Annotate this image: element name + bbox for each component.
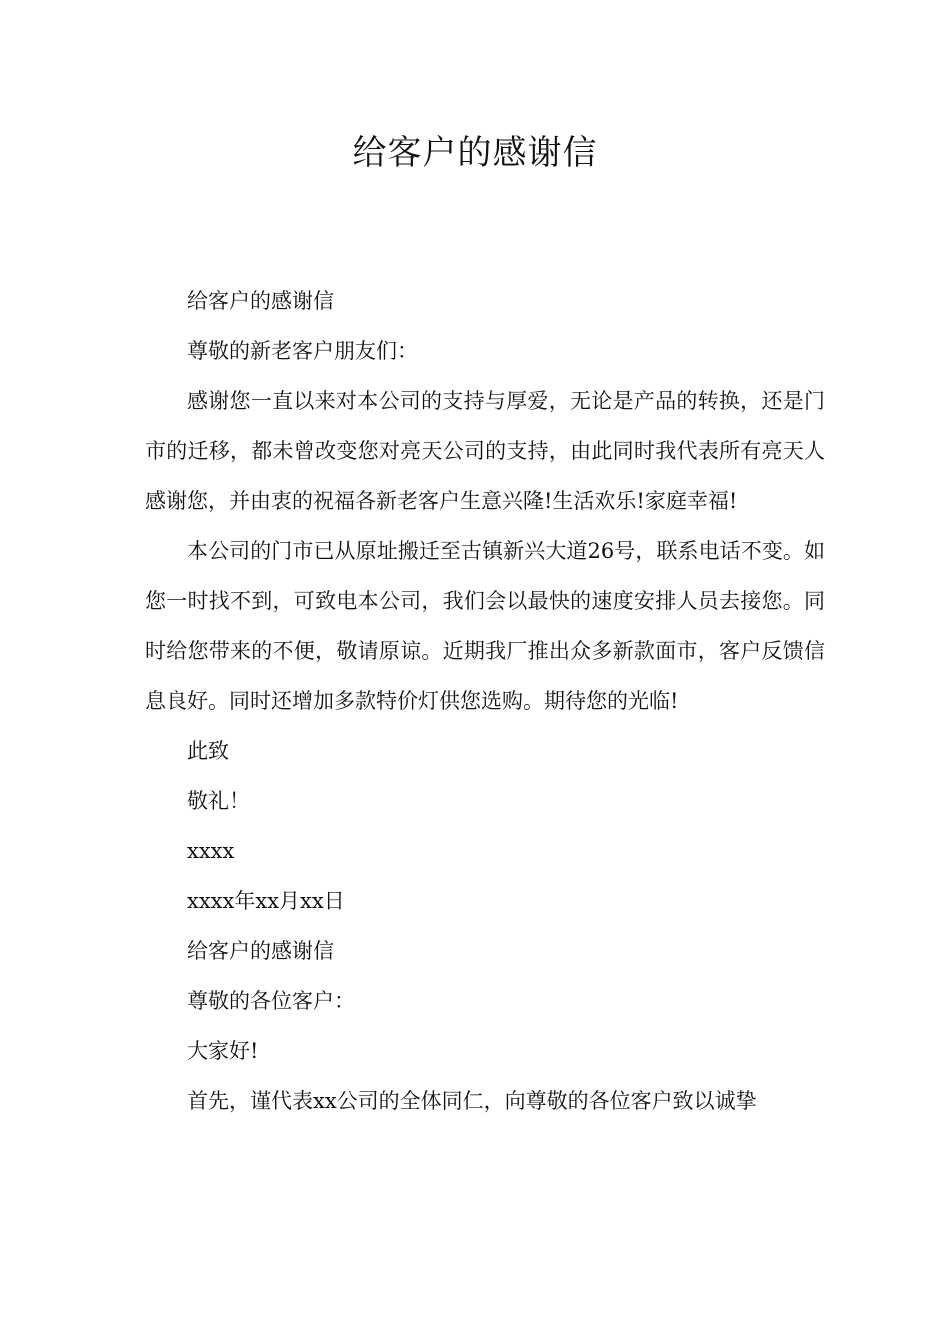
- paragraph-regards: 敬礼！: [187, 789, 250, 813]
- page-title: 给客户的感谢信: [352, 133, 598, 173]
- paragraph-intro: 首先，谨代表xx公司的全体同仁，向尊敬的各位客户致以诚挚: [187, 1089, 757, 1113]
- paragraph-date: xxxx年xx月xx日: [187, 889, 345, 913]
- paragraph-relocation: 本公司的门市已从原址搬迁至古镇新兴大道26号，联系电话不变。如您一时找不到，可致电本公司，我们会以最快的速度安排人员去接您。同时给您带来的不便，敬请原谅。近期我厂推出众多新款面市，客户反馈信息良好。同时还增加多款特价灯供您选购。期待您的光临!: [145, 539, 825, 713]
- paragraph-signature: xxxx: [187, 839, 235, 863]
- paragraph-greeting: 大家好!: [187, 1039, 259, 1063]
- paragraph-heading: 给客户的感谢信: [187, 289, 334, 313]
- paragraph-salutation: 尊敬的新老客户朋友们：: [187, 339, 418, 363]
- paragraph-thanks: 感谢您一直以来对本公司的支持与厚爱，无论是产品的转换，还是门市的迁移，都未曾改变您对亮天公司的支持，由此同时我代表所有亮天人感谢您，并由衷的祝福各新老客户生意兴隆!生活欢乐!家庭幸福!: [145, 389, 825, 513]
- paragraph-heading-2: 给客户的感谢信: [187, 939, 334, 963]
- paragraph-closing: 此致: [187, 739, 229, 763]
- letter-body: [145, 276, 825, 1126]
- paragraph-salutation-2: 尊敬的各位客户：: [187, 989, 355, 1013]
